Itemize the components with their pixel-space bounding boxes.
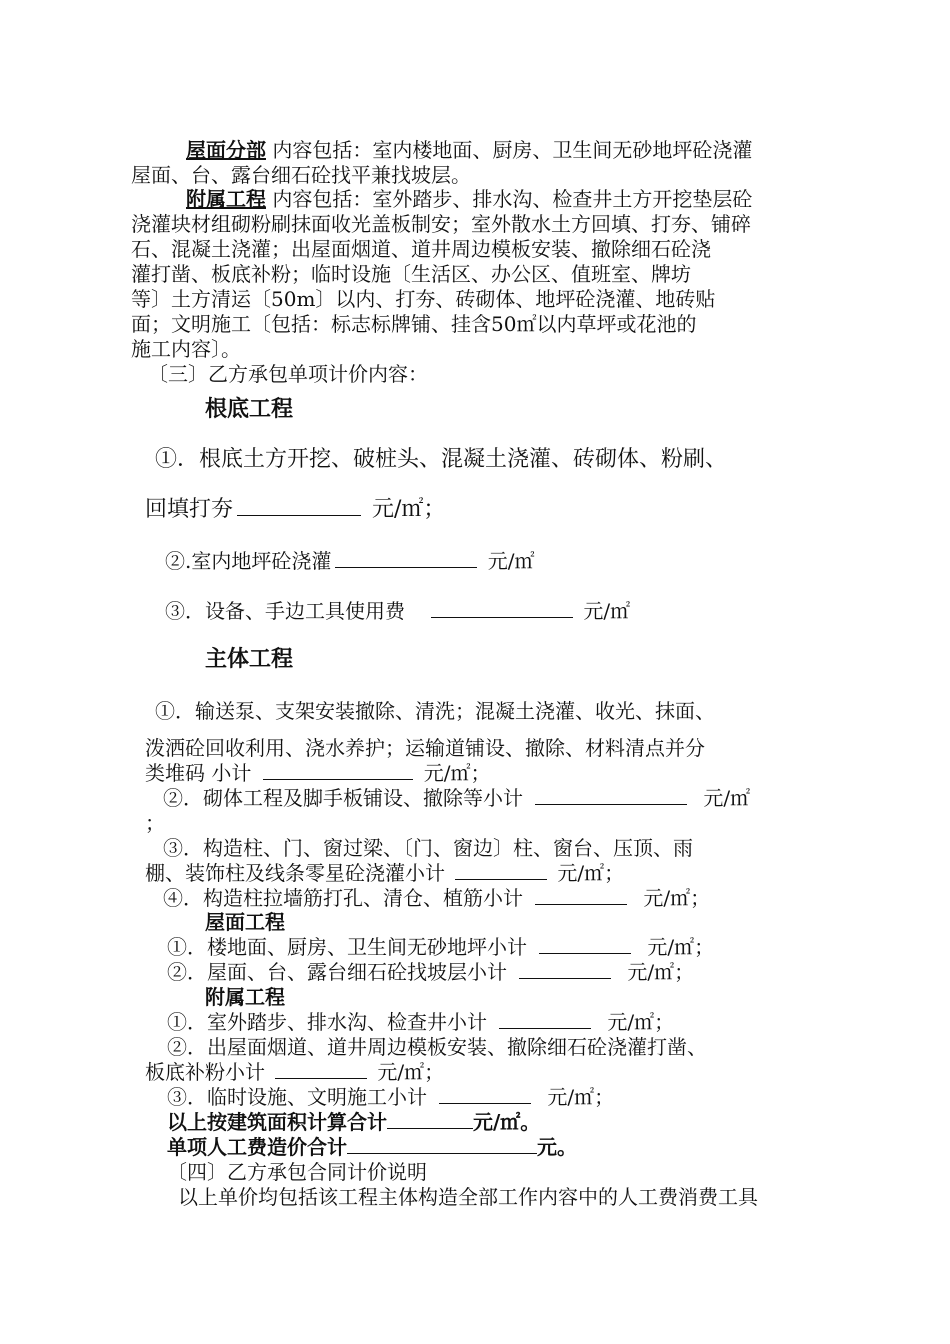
ancillary-item-1-unit: 元/㎡； <box>607 1010 675 1034</box>
main-item-4 <box>163 886 710 910</box>
ancillary-item-3 <box>167 1085 614 1109</box>
foundation-item-1-label: 回填打夯 <box>145 497 234 522</box>
foundation-item-3-label: ③．设备、手边工具使用费 <box>165 599 405 623</box>
main-item-1-line-3 <box>145 761 490 785</box>
foundation-heading: 根底工程 <box>205 397 294 422</box>
roof-item-2-unit: 元/㎡； <box>627 960 695 984</box>
main-item-1-blank[interactable] <box>263 761 413 780</box>
ancillary-item-2-line-2 <box>145 1060 444 1084</box>
main-item-2-cont: ； <box>145 811 165 835</box>
ancillary-section-line-5: 等〕土方清运〔50m〕以内、打夯、砖砌体、地坪砼浇灌、地砖贴 <box>131 287 716 311</box>
ancillary-item-2-line-1: ②．出屋面烟道、道井周边模板安装、撤除细石砼浇灌打凿、 <box>167 1035 707 1059</box>
main-item-4-unit: 元/㎡； <box>643 886 711 910</box>
labor-total-label: 单项人工费造价合计 <box>167 1135 347 1159</box>
roof-section-title: 屋面分部 <box>186 138 266 162</box>
section-3-heading: 〔三〕乙方承包单项计价内容： <box>148 362 428 386</box>
main-item-4-blank[interactable] <box>535 886 627 905</box>
ancillary-section-line-1 <box>186 187 752 211</box>
section-4-heading: 〔四〕乙方承包合同计价说明 <box>167 1160 427 1184</box>
main-item-3-blank[interactable] <box>455 861 547 880</box>
roof-section-text: 内容包括：室内楼地面、厨房、卫生间无砂地坪砼浇灌 <box>272 138 753 162</box>
area-total-label: 以上按建筑面积计算合计 <box>167 1110 387 1134</box>
roof-item-2 <box>167 960 694 984</box>
foundation-item-3-blank[interactable] <box>431 599 573 618</box>
ancillary-item-1-blank[interactable] <box>499 1010 591 1029</box>
labor-total-line <box>167 1135 577 1159</box>
section-4-line-1: 以上单价均包括该工程主体构造全部工作内容中的人工费消费工具 <box>178 1185 758 1209</box>
ancillary-item-1 <box>167 1010 674 1034</box>
foundation-item-1-line-2 <box>145 497 445 522</box>
roof-item-2-label: ②．屋面、台、露台细石砼找坡层小计 <box>167 960 507 984</box>
roof-item-1 <box>167 935 714 959</box>
main-item-3-line-1: ③．构造柱、门、窗过梁、〔门、窗边〕柱、窗台、压顶、雨 <box>163 836 693 860</box>
main-item-1-label: 类堆码 小计 <box>145 761 252 785</box>
roof-section-line-2: 屋面、台、露台细石砼找平兼找坡层。 <box>131 163 471 187</box>
ancillary-item-3-unit: 元/㎡； <box>547 1085 615 1109</box>
main-item-2-label: ②．砌体工程及脚手板铺设、撤除等小计 <box>163 786 523 810</box>
main-item-1-unit: 元/㎡； <box>423 761 491 785</box>
foundation-item-1-unit: 元/㎡； <box>372 497 446 522</box>
main-item-3-label: 棚、装饰柱及线条零星砼浇灌小计 <box>145 861 445 885</box>
roof-item-1-label: ①．楼地面、厨房、卫生间无砂地坪小计 <box>167 935 527 959</box>
ancillary-work-heading: 附属工程 <box>205 985 285 1009</box>
ancillary-section-line-4: 灌打凿、板底补粉；临时设施〔生活区、办公区、值班室、牌坊 <box>131 262 691 286</box>
foundation-item-3 <box>165 599 630 623</box>
ancillary-section-line-7: 施工内容〕。 <box>131 337 241 361</box>
labor-total-unit: 元。 <box>537 1135 577 1159</box>
ancillary-section-line-2: 浇灌块材组砌粉刷抹面收光盖板制安；室外散水土方回填、打夯、铺碎 <box>131 212 751 236</box>
area-total-line <box>167 1110 540 1134</box>
labor-total-blank[interactable] <box>347 1135 537 1154</box>
roof-item-2-blank[interactable] <box>519 960 611 979</box>
main-structure-heading: 主体工程 <box>205 647 294 672</box>
foundation-item-1-blank[interactable] <box>237 497 361 516</box>
area-total-unit: 元/㎡。 <box>473 1110 541 1134</box>
main-item-4-label: ④．构造柱拉墙筋打孔、清仓、植筋小计 <box>163 886 523 910</box>
area-total-blank[interactable] <box>387 1110 473 1129</box>
ancillary-item-2-blank[interactable] <box>275 1060 367 1079</box>
main-item-3-unit: 元/㎡； <box>557 861 625 885</box>
main-item-3-line-2 <box>145 861 624 885</box>
ancillary-section-title: 附属工程 <box>186 187 266 211</box>
main-item-1-line-2: 泼洒砼回收利用、浇水养护；运输道铺设、撤除、材料清点并分 <box>145 736 705 760</box>
ancillary-item-3-blank[interactable] <box>439 1085 531 1104</box>
roof-work-heading: 屋面工程 <box>205 910 285 934</box>
ancillary-section-line-6: 面；文明施工〔包括：标志标牌铺、挂含50㎡以内草坪或花池的 <box>131 312 697 336</box>
ancillary-item-3-label: ③．临时设施、文明施工小计 <box>167 1085 427 1109</box>
roof-item-1-blank[interactable] <box>539 935 631 954</box>
main-item-2-blank[interactable] <box>535 786 687 805</box>
foundation-item-2 <box>165 549 534 573</box>
ancillary-section-text: 内容包括：室外踏步、排水沟、检查井土方开挖垫层砼 <box>272 187 753 211</box>
roof-section-line-1 <box>186 138 752 162</box>
main-item-2-unit: 元/㎡ <box>703 786 751 810</box>
ancillary-item-1-label: ①．室外踏步、排水沟、检查井小计 <box>167 1010 487 1034</box>
foundation-item-2-label: ②.室内地坪砼浇灌 <box>165 549 332 573</box>
ancillary-item-2-label: 板底补粉小计 <box>145 1060 265 1084</box>
foundation-item-2-blank[interactable] <box>335 549 477 568</box>
ancillary-item-2-unit: 元/㎡； <box>377 1060 445 1084</box>
foundation-item-1-line-1: ①．根底土方开挖、破桩头、混凝土浇灌、砖砌体、粉刷、 <box>155 447 728 472</box>
roof-item-1-unit: 元/㎡； <box>647 935 715 959</box>
foundation-item-2-unit: 元/㎡ <box>487 549 535 573</box>
foundation-item-3-unit: 元/㎡ <box>583 599 631 623</box>
main-item-1-line-1: ①．输送泵、支架安装撤除、清洗；混凝土浇灌、收光、抹面、 <box>155 699 715 723</box>
ancillary-section-line-3: 石、混凝土浇灌；出屋面烟道、道井周边模板安装、撤除细石砼浇 <box>131 237 711 261</box>
main-item-2 <box>163 786 750 810</box>
